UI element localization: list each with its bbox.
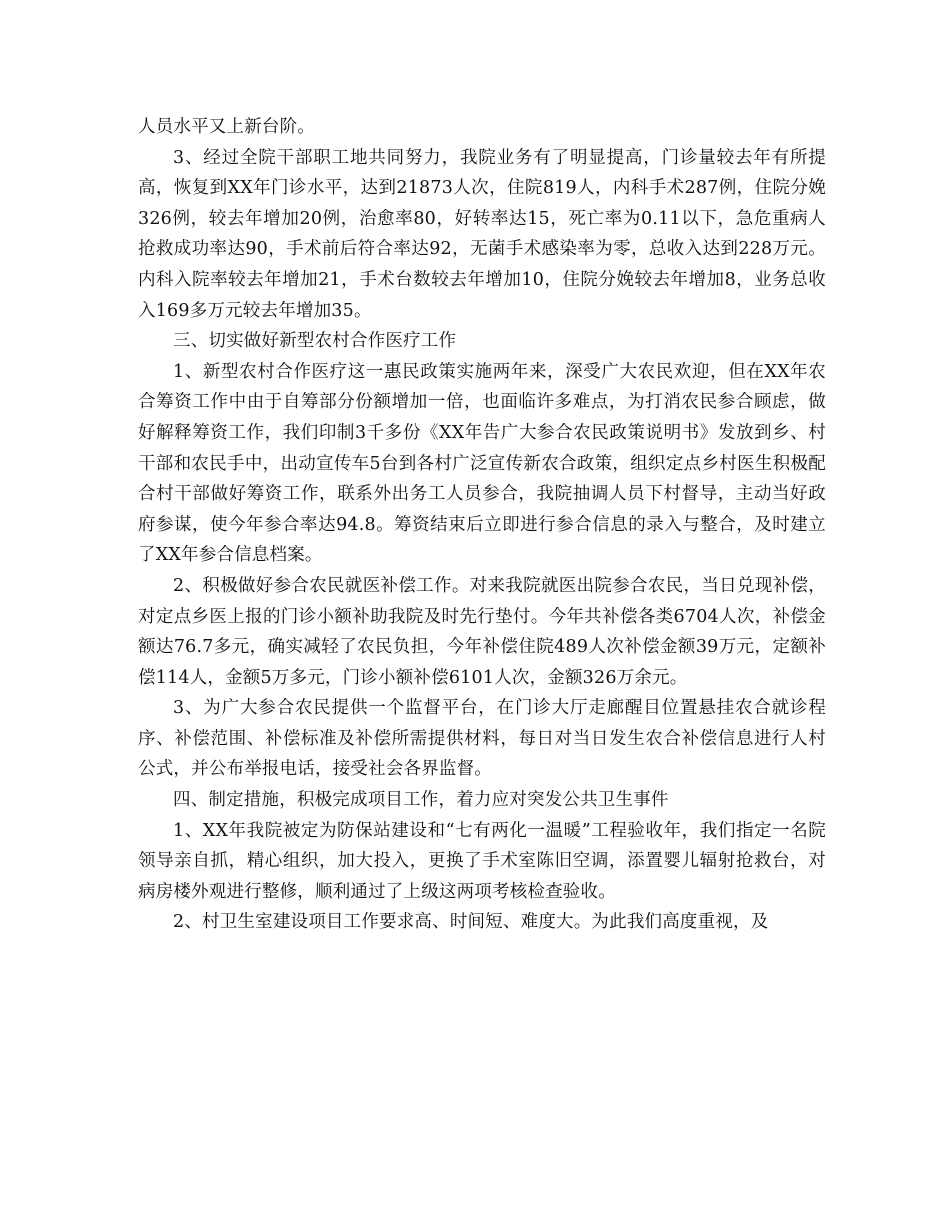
paragraph-compensation: 2、积极做好参合农民就医补偿工作。对来我院就医出院参合农民，当日兑现补偿，对定点乡医上报的门诊小额补助我院及时先行垫付。今年共补偿各类6704人次，补偿金额达76.7多元，确实减轻了农民负担，今年补偿住院489人次补偿金额39万元，定额补偿114人，金额5万多元，门诊小额补偿6101人次，金额326万余元。 [138,575,826,688]
paragraph-supervision: 3、为广大参合农民提供一个监督平台，在门诊大厅走廊醒目位置悬挂农合就诊程序、补偿范围、补偿标准及补偿所需提供材料，每日对当日发生农合补偿信息进行人村公式，并公布举报电话，接受社会各界监督。 [138,698,826,780]
paragraph-acceptance: 1、XX年我院被定为防保站建设和“七有两化一温暖”工程验收年，我们指定一名院领导亲自抓，精心组织，加大投入，更换了手术室陈旧空调，添置婴儿辐射抢救台，对病房楼外观进行整修，顺利通过了上级这两项考核检查验收。 [138,820,826,902]
document-body [138,112,826,938]
section-heading-cooperative-medical: 三、切实做好新型农村合作医疗工作 [173,331,457,352]
paragraph-business-statistics: 3、经过全院干部职工地共同努力，我院业务有了明显提高，门诊量较去年有所提高，恢复到XX年门诊水平，达到21873人次，住院819人，内科手术287例，住院分娩326例，较去年增加20例，治愈率80，好转率达15，死亡率为0.11以下，急危重病人抢救成功率达90，手术前后符合率达92，无菌手术感染率为零，总收入达到228万元。内科入院率较去年增加21，手术台数较去年增加10，住院分娩较去年增加8，业务总收入169多万元较去年增加35。 [138,147,826,321]
paragraph-clinic-construction: 2、村卫生室建设项目工作要求高、时间短、难度大。为此我们高度重视，及 [173,912,769,933]
paragraph-fundraising: 1、新型农村合作医疗这一惠民政策实施两年来，深受广大农民欢迎，但在XX年农合筹资工作中由于自筹部分份额增加一倍，也面临许多难点，为打消农民参合顾虑，做好解释筹资工作，我们印制3千多份《XX年告广大参合农民政策说明书》发放到乡、村干部和农民手中，出动宣传车5台到各村广泛宣传新农合政策，组织定点乡村医生积极配合村干部做好筹资工作，联系外出务工人员参合，我院抽调人员下村督导，主动当好政府参谋，使今年参合率达94.8。筹资结束后立即进行参合信息的录入与整合，及时建立了XX年参合信息档案。 [138,361,826,566]
paragraph-continuation: 人员水平又上新台阶。 [138,117,315,137]
section-heading-projects: 四、制定措施，积极完成项目工作，着力应对突发公共卫生事件 [173,790,669,811]
